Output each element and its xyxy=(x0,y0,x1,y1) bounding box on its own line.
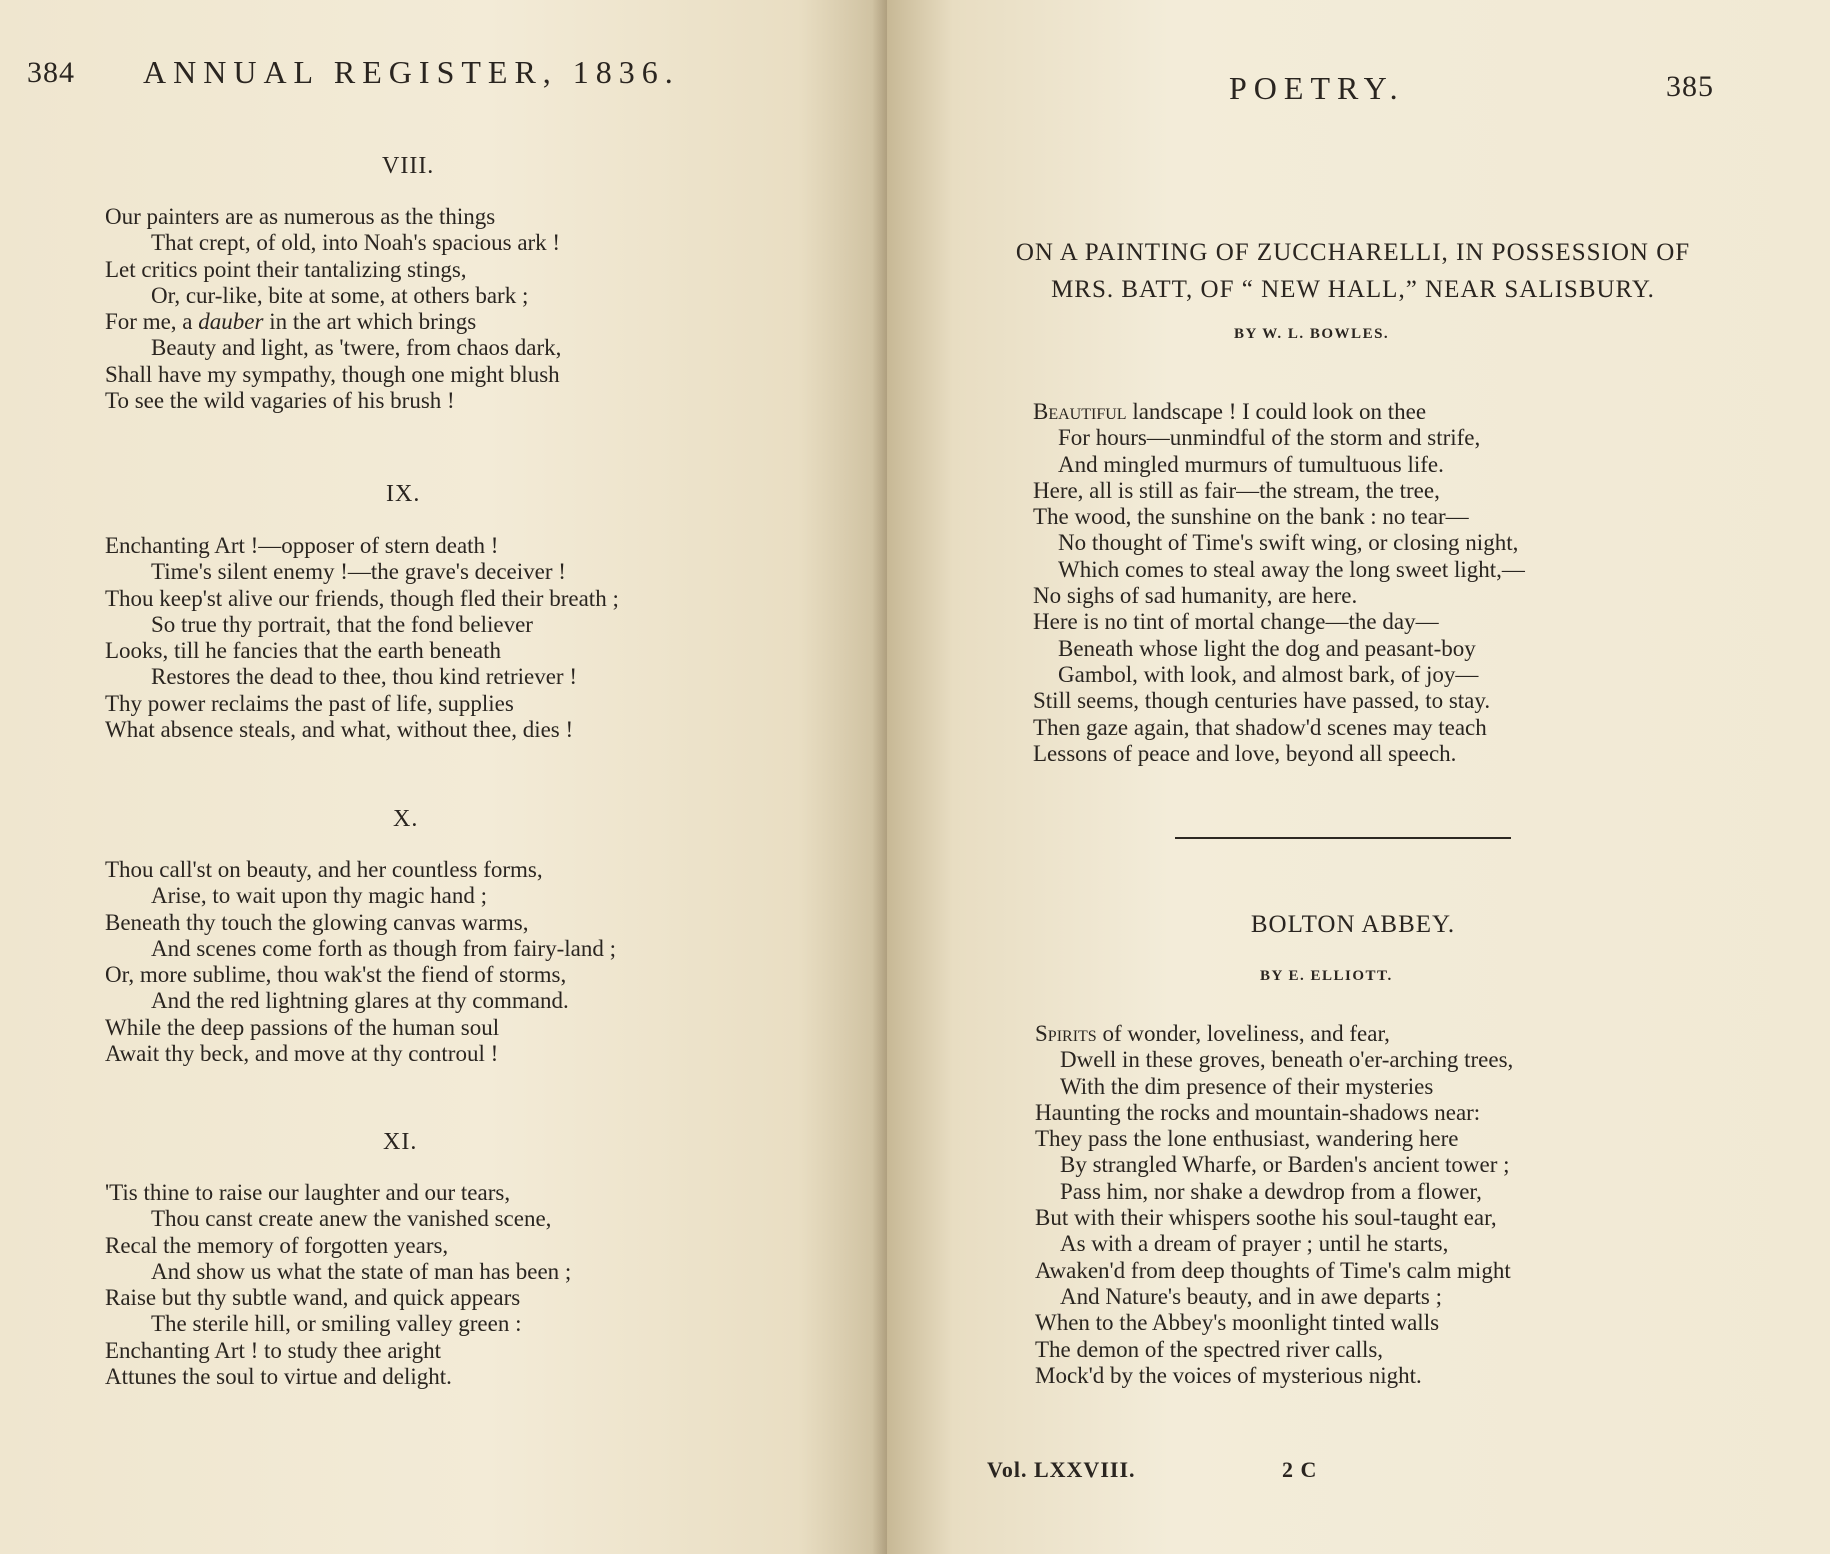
poem-line: So true thy portrait, that the fond believer xyxy=(151,611,533,637)
poem-line: Shall have my sympathy, though one might blush xyxy=(105,361,560,387)
poem-line: But with their whispers soothe his soul-taught ear, xyxy=(1035,1205,1497,1231)
poem-line: Our painters are as numerous as the things xyxy=(105,204,496,229)
poem-line: Attunes the soul to virtue and delight. xyxy=(105,1364,452,1390)
poem-line: With the dim presence of their mysteries xyxy=(1060,1073,1434,1099)
poem-line: Raise but thy subtle wand, and quick appears xyxy=(105,1285,521,1311)
poem-byline: BY W. L. BOWLES. xyxy=(1234,326,1390,342)
poem-line: Still seems, though centuries have passed, to stay. xyxy=(1033,688,1491,714)
right-page-number: 385 xyxy=(1666,70,1714,103)
poem-line: To see the wild vagaries of his brush ! xyxy=(105,388,455,414)
stanza-x xyxy=(105,857,616,1067)
poem-line: Thou canst create anew the vanished scene, xyxy=(151,1206,552,1232)
stanza-ix xyxy=(105,533,619,743)
stanza-number: VIII. xyxy=(382,153,435,179)
poem-line: Or, cur-like, bite at some, at others bark ; xyxy=(151,282,529,308)
poem-line: By strangled Wharfe, or Barden's ancient tower ; xyxy=(1060,1152,1510,1178)
stanza-viii xyxy=(105,204,561,414)
poem-line: Beneath thy touch the glowing canvas warms, xyxy=(105,909,529,935)
poem-line: Await thy beck, and move at thy controul ! xyxy=(105,1041,499,1067)
poem-first-word: Beautiful xyxy=(1033,399,1127,424)
right-page xyxy=(887,0,1830,1554)
poem-line: Looks, till he fancies that the earth beneath xyxy=(105,638,501,664)
poem-line: The sterile hill, or smiling valley green : xyxy=(151,1311,522,1337)
poem-line: What absence steals, and what, without thee, dies ! xyxy=(105,717,574,743)
poem-line: 'Tis thine to raise our laughter and our tears, xyxy=(105,1180,511,1205)
poem-line: The wood, the sunshine on the bank : no tear— xyxy=(1033,504,1469,530)
poem-line: Beauty and light, as 'twere, from chaos dark, xyxy=(151,335,562,361)
poem-line: Then gaze again, that shadow'd scenes may teach xyxy=(1033,714,1487,740)
poem-line: When to the Abbey's moonlight tinted walls xyxy=(1035,1310,1440,1336)
poem-line: And show us what the state of man has been ; xyxy=(151,1258,572,1284)
poem-title xyxy=(953,906,1753,943)
right-running-head: POETRY. xyxy=(1229,70,1405,106)
volume-footer: Vol. LXXVIII. xyxy=(987,1457,1136,1482)
poem-title xyxy=(953,234,1753,308)
poem-line: Thy power reclaims the past of life, supplies xyxy=(105,690,514,716)
poem-line: Here, all is still as fair—the stream, the tree, xyxy=(1033,477,1440,503)
poem-line: Which comes to steal away the long sweet light,— xyxy=(1058,556,1525,582)
left-page-number: 384 xyxy=(27,56,75,89)
stanza-xi xyxy=(105,1180,571,1390)
stanza-number: IX. xyxy=(386,481,421,507)
left-page xyxy=(0,0,887,1554)
poem-zuccharelli xyxy=(1033,399,1525,767)
poem-title-line: ON A PAINTING OF ZUCCHARELLI, IN POSSESSION OF xyxy=(1015,239,1691,266)
poem-line: Time's silent enemy !—the grave's deceiver ! xyxy=(151,559,566,585)
poem-line: No sighs of sad humanity, are here. xyxy=(1033,583,1358,609)
poem-title-line: MRS. BATT, OF “ NEW HALL,” NEAR SALISBURY. xyxy=(1051,276,1655,303)
poem-line: Thou keep'st alive our friends, though fled their breath ; xyxy=(105,585,619,611)
poem-line: For me, a dauber in the art which brings xyxy=(105,309,477,335)
poem-line: While the deep passions of the human soul xyxy=(105,1014,500,1040)
poem-line: Let critics point their tantalizing stings, xyxy=(105,256,467,282)
poem-line: Enchanting Art !—opposer of stern death ! xyxy=(105,533,499,558)
poem-line xyxy=(1033,399,1525,425)
poem-line: Lessons of peace and love, beyond all speech. xyxy=(1033,740,1457,766)
poem-line: Thou call'st on beauty, and her countless forms, xyxy=(105,857,543,882)
poem-line: Enchanting Art ! to study thee aright xyxy=(105,1337,441,1363)
poem-line: Awaken'd from deep thoughts of Time's calm might xyxy=(1035,1257,1511,1283)
poem-line: As with a dream of prayer ; until he starts, xyxy=(1060,1231,1449,1257)
stanza-number: X. xyxy=(393,806,419,832)
section-divider xyxy=(1175,837,1511,839)
poem-bolton-abbey xyxy=(1035,1021,1513,1389)
poem-line xyxy=(1035,1021,1513,1047)
poem-line: Arise, to wait upon thy magic hand ; xyxy=(151,883,487,909)
poem-line: Mock'd by the voices of mysterious night. xyxy=(1035,1362,1422,1388)
poem-line: The demon of the spectred river calls, xyxy=(1035,1336,1384,1362)
poem-line: And Nature's beauty, and in awe departs ; xyxy=(1060,1283,1443,1309)
stanza-number: XI. xyxy=(383,1129,418,1155)
poem-line: Dwell in these groves, beneath o'er-arching trees, xyxy=(1060,1047,1514,1073)
poem-line: And the red lightning glares at thy command. xyxy=(151,988,569,1014)
poem-line: Or, more sublime, thou wak'st the fiend of storms, xyxy=(105,962,567,988)
poem-line: And mingled murmurs of tumultuous life. xyxy=(1058,451,1444,477)
poem-title-line: BOLTON ABBEY. xyxy=(1250,911,1456,938)
poem-line: And scenes come forth as though from fairy-land ; xyxy=(151,935,616,961)
poem-line: Haunting the rocks and mountain-shadows near: xyxy=(1035,1099,1481,1125)
poem-line-rest: landscape ! I could look on thee xyxy=(1126,399,1427,424)
poem-line: Restores the dead to thee, thou kind retriever ! xyxy=(151,664,577,690)
poem-line: Beneath whose light the dog and peasant-boy xyxy=(1058,635,1476,661)
poem-line: For hours—unmindful of the storm and strife, xyxy=(1058,425,1481,451)
poem-line: Here is no tint of mortal change—the day— xyxy=(1033,609,1439,635)
poem-line: No thought of Time's swift wing, or closing night, xyxy=(1058,530,1519,556)
poem-line-rest: of wonder, loveliness, and fear, xyxy=(1096,1021,1390,1046)
poem-line: Gambol, with look, and almost bark, of joy— xyxy=(1058,661,1479,687)
poem-line: They pass the lone enthusiast, wandering here xyxy=(1035,1126,1459,1152)
left-running-head: ANNUAL REGISTER, 1836. xyxy=(143,54,680,90)
poem-line: Pass him, nor shake a dewdrop from a flower, xyxy=(1060,1178,1482,1204)
poem-line: That crept, of old, into Noah's spacious ark ! xyxy=(151,230,561,256)
signature-mark: 2 C xyxy=(1282,1457,1318,1482)
poem-byline: BY E. ELLIOTT. xyxy=(1260,968,1393,984)
poem-first-word: Spirits xyxy=(1035,1021,1097,1046)
poem-line: Recal the memory of forgotten years, xyxy=(105,1232,449,1258)
